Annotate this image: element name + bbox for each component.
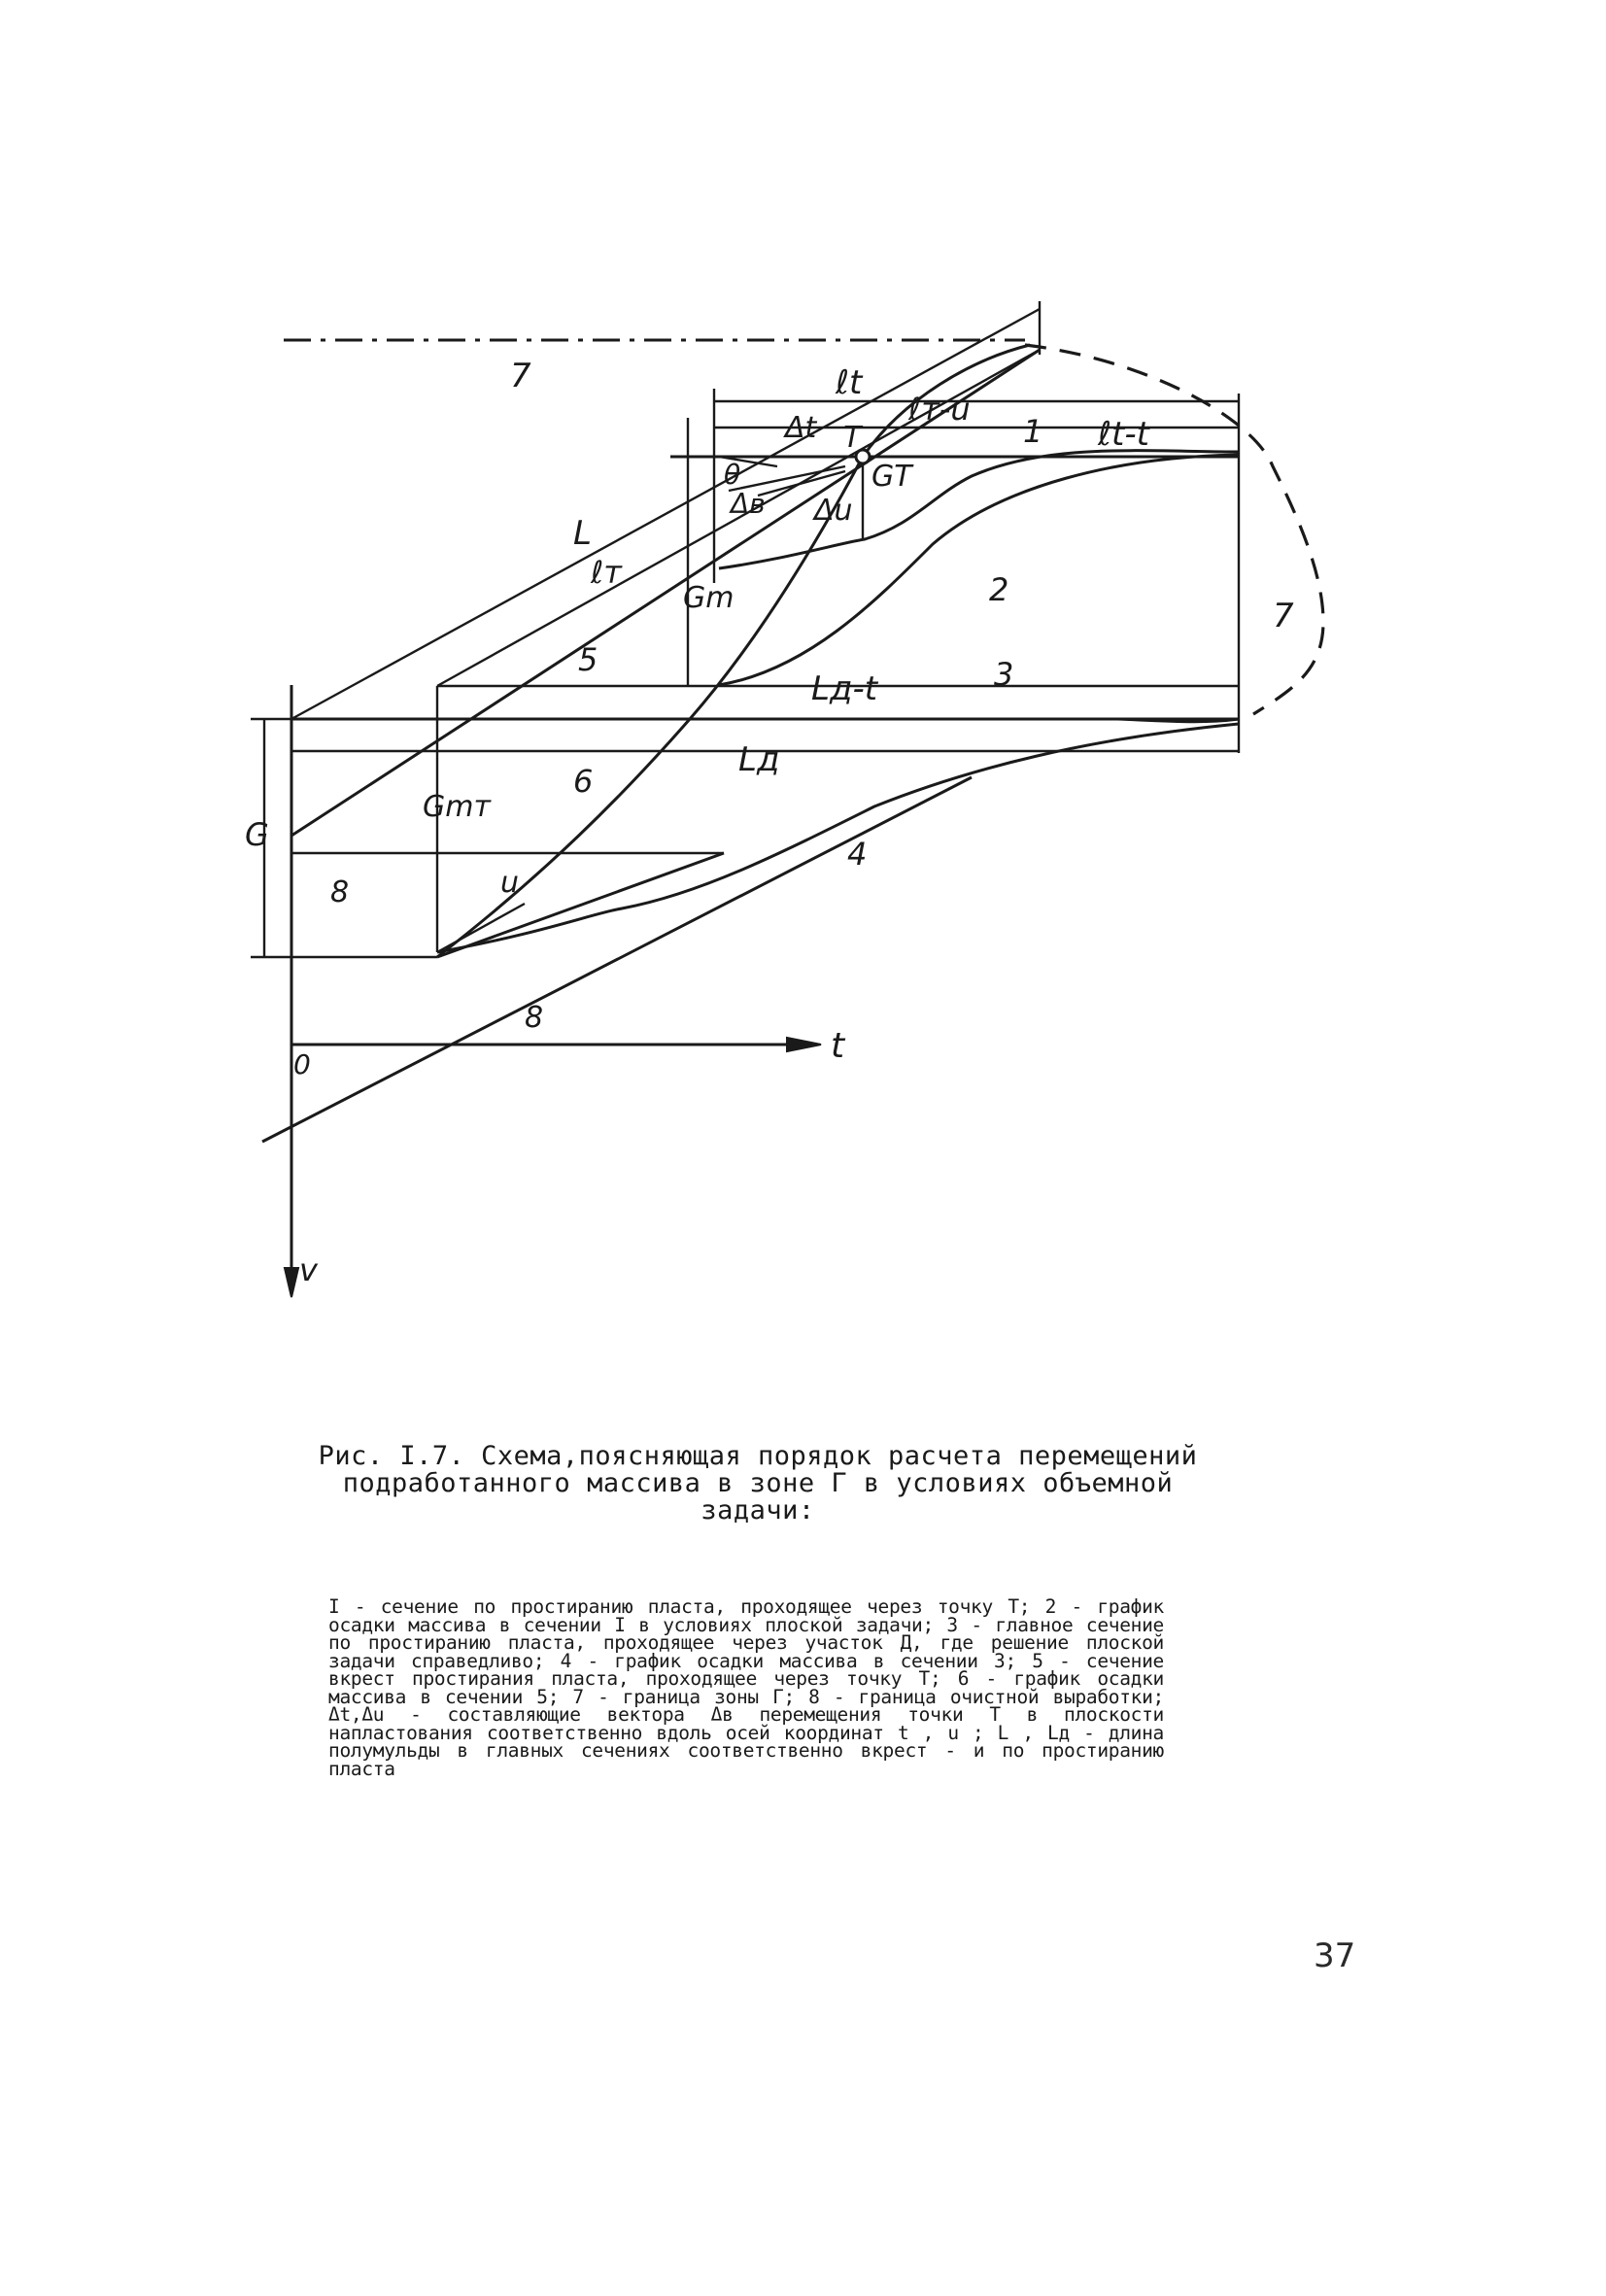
boundary-8-diagonal-a	[437, 853, 724, 957]
label-curve-1: 1	[1023, 413, 1043, 450]
label-curve-2: 2	[989, 571, 1009, 608]
label-curve-7-right: 7	[1273, 597, 1294, 635]
label-delta-u: Δu	[814, 494, 853, 528]
label-L: L	[573, 514, 592, 553]
label-curve-3: 3	[994, 656, 1014, 693]
label-curve-4: 4	[847, 836, 868, 873]
label-curve-8-left: 8	[330, 875, 350, 909]
label-G-mT: Gmт	[423, 790, 491, 824]
label-curve-5: 5	[578, 641, 598, 678]
caption-line-2: подработанного массива в зоне Г в условиях объемной	[342, 1468, 1174, 1498]
caption-line-1: Рис. I.7. Схема,поясняющая порядок расчета перемещений	[318, 1441, 1198, 1471]
caption-line-3: задачи:	[700, 1495, 815, 1525]
label-l-t: ℓt	[836, 363, 863, 402]
label-G-m: Gm	[683, 581, 735, 615]
label-l-t-minus-t: ℓt-t	[1098, 415, 1149, 454]
label-G: G	[245, 816, 269, 853]
label-point-T: T	[843, 421, 862, 455]
curve-2	[719, 451, 1239, 568]
label-v-axis: v	[299, 1251, 318, 1288]
label-L-D-minus-t: Lд-t	[811, 669, 878, 708]
label-curve-6: 6	[573, 763, 594, 800]
label-curve-7-top: 7	[510, 357, 531, 395]
label-origin: 0	[293, 1048, 311, 1080]
label-G-T: GT	[871, 460, 912, 494]
label-delta-t: Δt	[785, 411, 817, 445]
L-diagonal	[291, 309, 1043, 719]
v-arrow	[285, 1268, 298, 1297]
label-u-axis: u	[500, 866, 520, 900]
label-curve-8-bottom: 8	[525, 1001, 544, 1035]
label-t-axis: t	[831, 1026, 845, 1066]
curve-4	[437, 724, 1239, 952]
label-L-D: Lд	[738, 740, 780, 779]
curve-6	[437, 345, 1030, 957]
figure-caption	[291, 1443, 1224, 1525]
boundary-8-diagonal-b	[262, 777, 972, 1142]
page-number: 37	[1314, 1936, 1356, 1975]
label-delta-v: Δв	[731, 488, 766, 520]
label-l-t-minus-u: ℓт-u	[908, 391, 971, 428]
label-theta: θ	[724, 459, 741, 491]
t-arrow	[787, 1038, 821, 1051]
label-l-T: ℓт	[591, 554, 622, 591]
G-bracket	[251, 719, 437, 957]
figure-legend: I - сечение по простиранию пласта, проходящее через точку Т; 2 - график осадки массива в сечении I в условиях плоской задачи; 3 - главное сечение по простиранию пласта, проходящее через участок Д, где решение плоской задачи справедливо; 4 - график осадки массива в сечении 3; 5 - сечение вкрест простирания пласта, проходящее через точку Т; 6 - график осадки массива в сечении 5; 7 - граница зоны Г; 8 - граница очистной выработки; Δt,Δu - составляющие вектора Δв перемещения точки Т в плоскости напластования соответственно вдоль осей координат t , u ; L , Lд - длина полумульды в главных сечениях соответственно вкрест - и по простиранию пласта	[328, 1595, 1164, 1780]
